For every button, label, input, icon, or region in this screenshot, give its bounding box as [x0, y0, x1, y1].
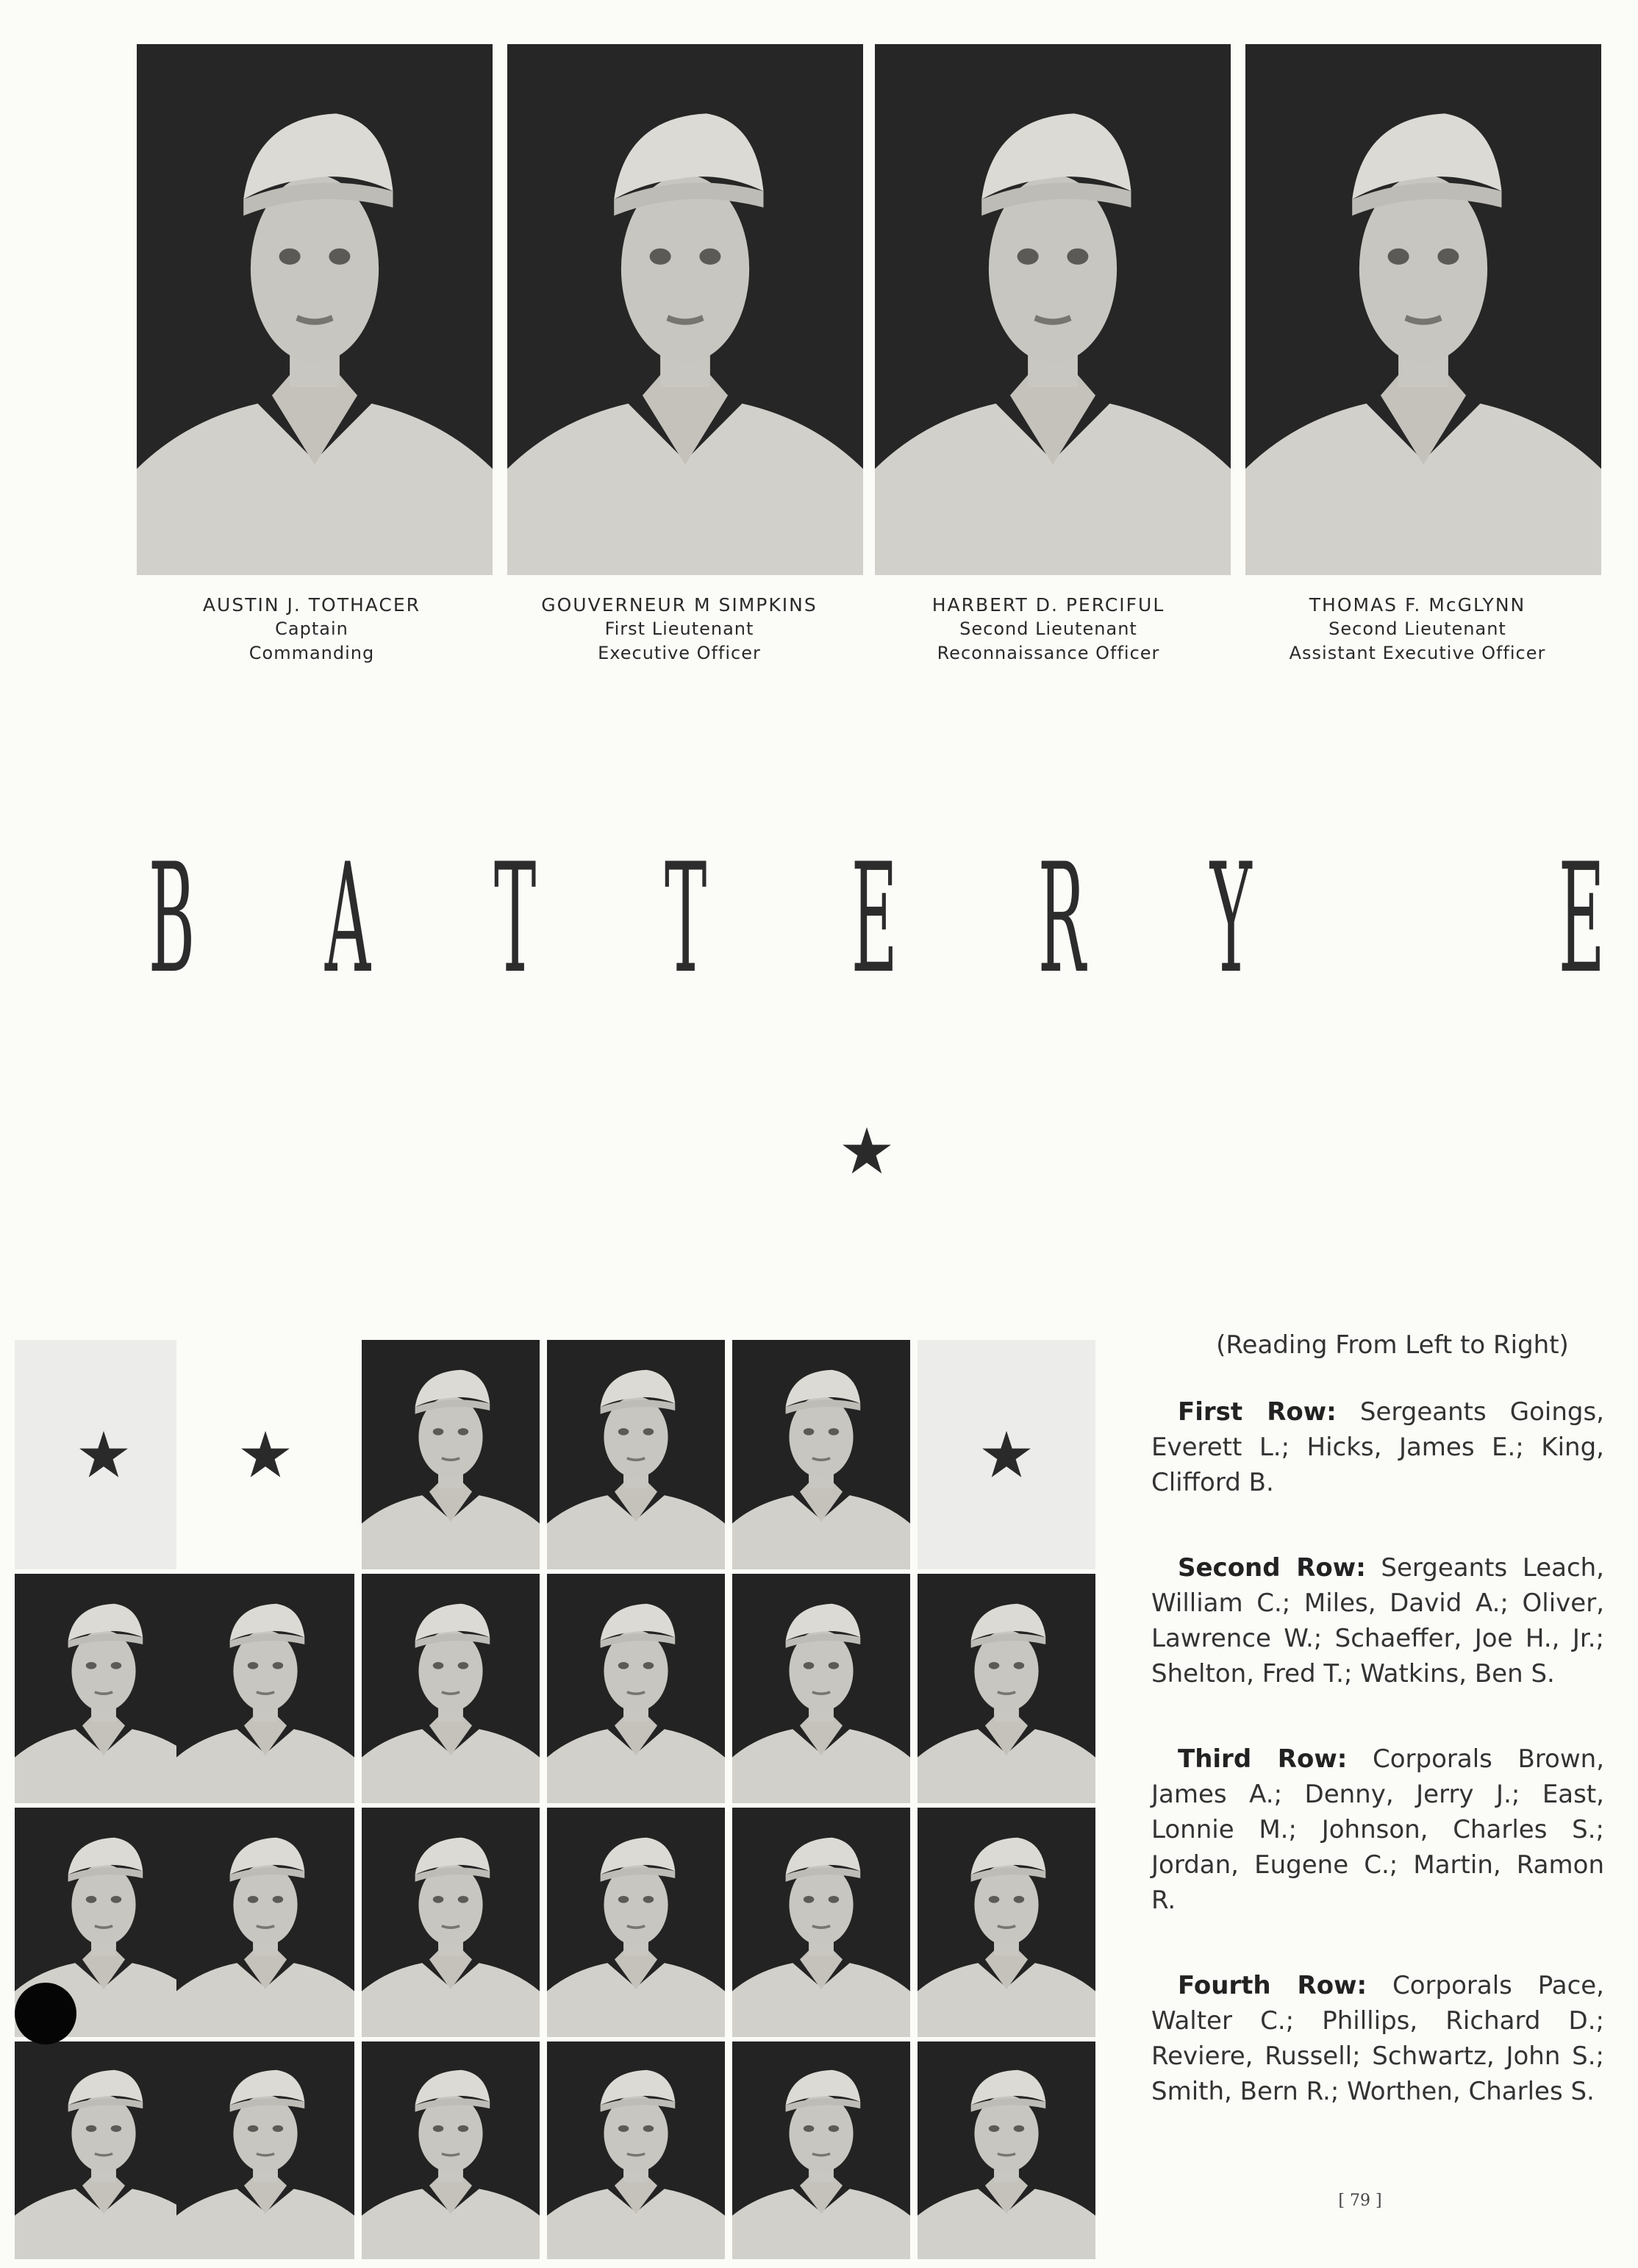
page-title [0, 832, 1638, 1007]
soldier-portrait [875, 44, 1231, 575]
roster-row-3 [1151, 1741, 1604, 1918]
row-label: First Row: [1178, 1397, 1337, 1427]
soldier-portrait [15, 1574, 193, 1803]
title-letter: T [493, 832, 537, 1007]
officer-role: Reconnaissance Officer [937, 643, 1160, 663]
row-label: Fourth Row: [1178, 1971, 1367, 2000]
officer-photo-tothacer [137, 44, 493, 575]
star-placeholder [918, 1340, 1095, 1569]
star-icon [240, 1429, 291, 1480]
roster-photo [547, 1340, 725, 1569]
title-letter: E [851, 832, 898, 1007]
soldier-portrait [507, 44, 863, 575]
title-letter: B [148, 832, 196, 1007]
soldier-portrait [547, 1340, 725, 1569]
redaction-dot [15, 1983, 76, 2044]
soldier-portrait [547, 2041, 725, 2259]
officer-rank: First Lieutenant [604, 618, 754, 639]
roster-photo [547, 2041, 725, 2259]
title-letter: Y [1209, 832, 1252, 1007]
soldier-portrait [918, 1808, 1095, 2037]
soldier-portrait [176, 1808, 354, 2037]
soldier-portrait [918, 1574, 1095, 1803]
officer-rank: Second Lieutenant [959, 618, 1137, 639]
soldier-portrait [732, 1574, 910, 1803]
roster-row-1 [1151, 1394, 1604, 1500]
row-names: Sergeants Goings, Everett L.; Hicks, James E.; King, Clifford B. [1151, 1397, 1604, 1497]
row-label: Second Row: [1178, 1553, 1366, 1583]
soldier-portrait [362, 1340, 540, 1569]
title-letter: E [1558, 832, 1605, 1007]
officer-rank: Second Lieutenant [1328, 618, 1506, 639]
soldier-portrait [176, 2041, 354, 2259]
roster-row-2 [1151, 1550, 1604, 1691]
officer-name: THOMAS F. McGLYNN [1309, 594, 1526, 616]
soldier-portrait [732, 1340, 910, 1569]
officer-role: Commanding [248, 643, 375, 663]
soldier-portrait [362, 2041, 540, 2259]
page-number: [ 79 ] [1338, 2192, 1382, 2210]
roster-photo [362, 1340, 540, 1569]
roster-photo [732, 1808, 910, 2037]
soldier-portrait [918, 2041, 1095, 2259]
soldier-portrait [137, 44, 493, 575]
roster-photo [362, 2041, 540, 2259]
soldier-portrait [732, 1808, 910, 2037]
soldier-portrait [362, 1574, 540, 1803]
roster-photo [732, 2041, 910, 2259]
officer-role: Assistant Executive Officer [1289, 643, 1546, 663]
title-letter: R [1037, 832, 1086, 1007]
roster-photo [362, 1574, 540, 1803]
roster-photo [176, 1574, 354, 1803]
star-icon [78, 1429, 129, 1480]
roster-photo [547, 1574, 725, 1803]
officer-caption-tothacer [106, 593, 518, 666]
officer-caption-simpkins [473, 593, 885, 666]
row-names: Corporals Pace, Walter C.; Phillips, Richard D.; Reviere, Russell; Schwartz, John S.; Smith, Bern R.; Worthen, Charles S. [1151, 1971, 1604, 2106]
officer-caption-mcglynn [1212, 593, 1623, 666]
officer-name: GOUVERNEUR M SIMPKINS [541, 594, 818, 616]
roster-photo [362, 1808, 540, 2037]
title-letter: A [324, 832, 371, 1007]
soldier-portrait [547, 1808, 725, 2037]
officer-role: Executive Officer [598, 643, 761, 663]
row-label: Third Row: [1178, 1744, 1348, 1774]
roster-photo [918, 1574, 1095, 1803]
officer-name: AUSTIN J. TOTHACER [202, 594, 421, 616]
officer-photo-perciful [875, 44, 1231, 575]
star-placeholder [15, 1340, 193, 1569]
roster-photo [547, 1808, 725, 2037]
roster-text [1151, 1327, 1604, 2159]
officer-photo-mcglynn [1245, 44, 1601, 575]
roster-photo [918, 1808, 1095, 2037]
soldier-portrait [176, 1574, 354, 1803]
star-icon [981, 1429, 1032, 1480]
roster-photo [176, 2041, 354, 2259]
soldier-portrait [362, 1808, 540, 2037]
roster-heading: (Reading From Left to Right) [1216, 1330, 1569, 1360]
roster-photo [176, 1808, 354, 2037]
officer-caption-perciful [843, 593, 1254, 666]
roster-photo [732, 1574, 910, 1803]
star-placeholder [176, 1340, 354, 1569]
title-letter: T [664, 832, 707, 1007]
officer-photo-simpkins [507, 44, 863, 575]
roster-photo [15, 1574, 193, 1803]
soldier-portrait [547, 1574, 725, 1803]
officer-name: HARBERT D. PERCIFUL [931, 594, 1165, 616]
soldier-portrait [732, 2041, 910, 2259]
roster-photo [732, 1340, 910, 1569]
row-names: Sergeants Leach, William C.; Miles, David A.; Oliver, Lawrence W.; Schaeffer, Joe H., Jr.; Shelton, Fred T.; Watkins, Ben S. [1151, 1553, 1604, 1688]
star-icon [841, 1125, 893, 1177]
roster-photo [15, 2041, 193, 2259]
soldier-portrait [1245, 44, 1601, 575]
roster-photo [918, 2041, 1095, 2259]
roster-row-4 [1151, 1968, 1604, 2109]
officer-rank: Captain [275, 618, 348, 639]
row-names: Corporals Brown, James A.; Denny, Jerry J.; East, Lonnie M.; Johnson, Charles S.; Jordan, Eugene C.; Martin, Ramon R. [1151, 1744, 1604, 1915]
soldier-portrait [15, 2041, 193, 2259]
